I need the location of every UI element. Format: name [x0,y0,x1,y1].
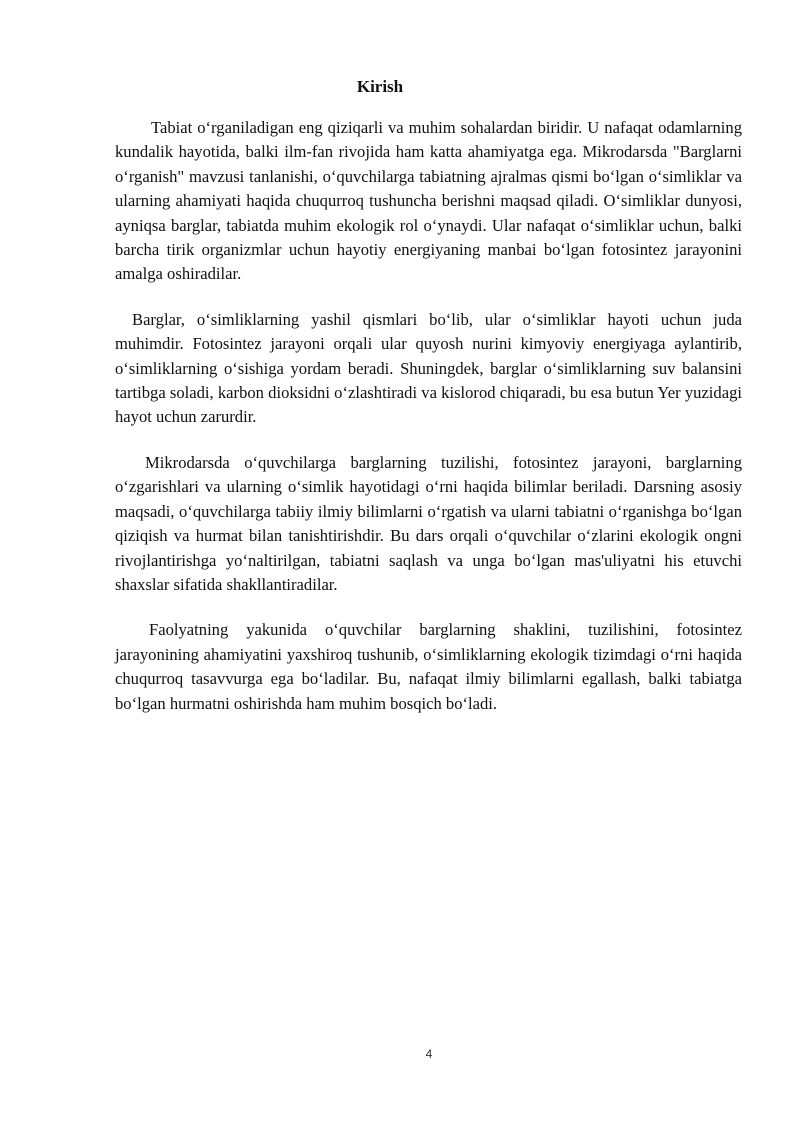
section-heading: Kirish [356,77,404,96]
body-text [115,116,742,737]
paragraph-conclusion: Faolyatning yakunida o‘quvchilar barglarning shaklini, tuzilishini, fotosintez jarayonining ahamiyatini yaxshiroq tushunib, o‘simliklarning ekologik tizimdagi o‘rni haqida chuqurroq tasavvurga ega bo‘ladilar. Bu, nafaqat ilmiy bilimlarni egallash, balki tabiatga bo‘lgan hurmatni oshirishda ham muhim bosqich bo‘ladi. [115,620,742,713]
paragraph-introduction: Tabiat o‘rganiladigan eng qiziqarli va muhim sohalardan biridir. U nafaqat odamlarning kundalik hayotida, balki ilm-fan rivojida ham katta ahamiyatga ega. Mikrodarsda "Barglarni o‘rganish" mavzusi tanlanishi, o‘quvchilarga tabiatning ajralmas qismi bo‘lgan o‘simliklar va ularning ahamiyati haqida chuqurroq tushuncha berishni maqsad qiladi. O‘simliklar dunyosi, ayniqsa barglar, tabiatda muhim ekologik rol o‘ynaydi. Ular nafaqat o‘simliklar uchun, balki barcha tirik organizmlar uchun hayotiy energiyaning manbai bo‘lgan fotosintez jarayonini amalga oshiradilar. [115,118,742,284]
page-number: 4 [425,1047,433,1061]
paragraph-leaves: Barglar, o‘simliklarning yashil qismlari bo‘lib, ular o‘simliklar hayoti uchun juda muhimdir. Fotosintez jarayoni orqali ular quyosh nurini kimyoviy energiyaga aylantirib, o‘simliklarning o‘sishiga yordam beradi. Shuningdek, barglar o‘simliklarning suv balansini tartibga soladi, karbon dioksidni o‘zlashtiradi va kislorod chiqaradi, bu esa butun Yer yuzidagi hayot uchun zarurdir. [115,309,742,427]
paragraph-lesson-goals: Mikrodarsda o‘quvchilarga barglarning tuzilishi, fotosintez jarayoni, barglarning o‘zgarishlari va ularning o‘simlik hayotidagi o‘rni haqida bilimlar beriladi. Darsning asosiy maqsadi, o‘quvchilarga tabiiy ilmiy bilimlarni o‘rgatish va ularni tabiatni o‘rganishga bo‘lgan qiziqish va hurmat bilan tanishtirishdir. Bu dars orqali o‘quvchilar o‘zlarini ekologik ongni rivojlantirishga yo‘naltirilgan, tabiatni saqlash va unga bo‘lgan mas'uliyatni his etuvchi shaxslar sifatida shakllantiradilar. [115,452,742,594]
